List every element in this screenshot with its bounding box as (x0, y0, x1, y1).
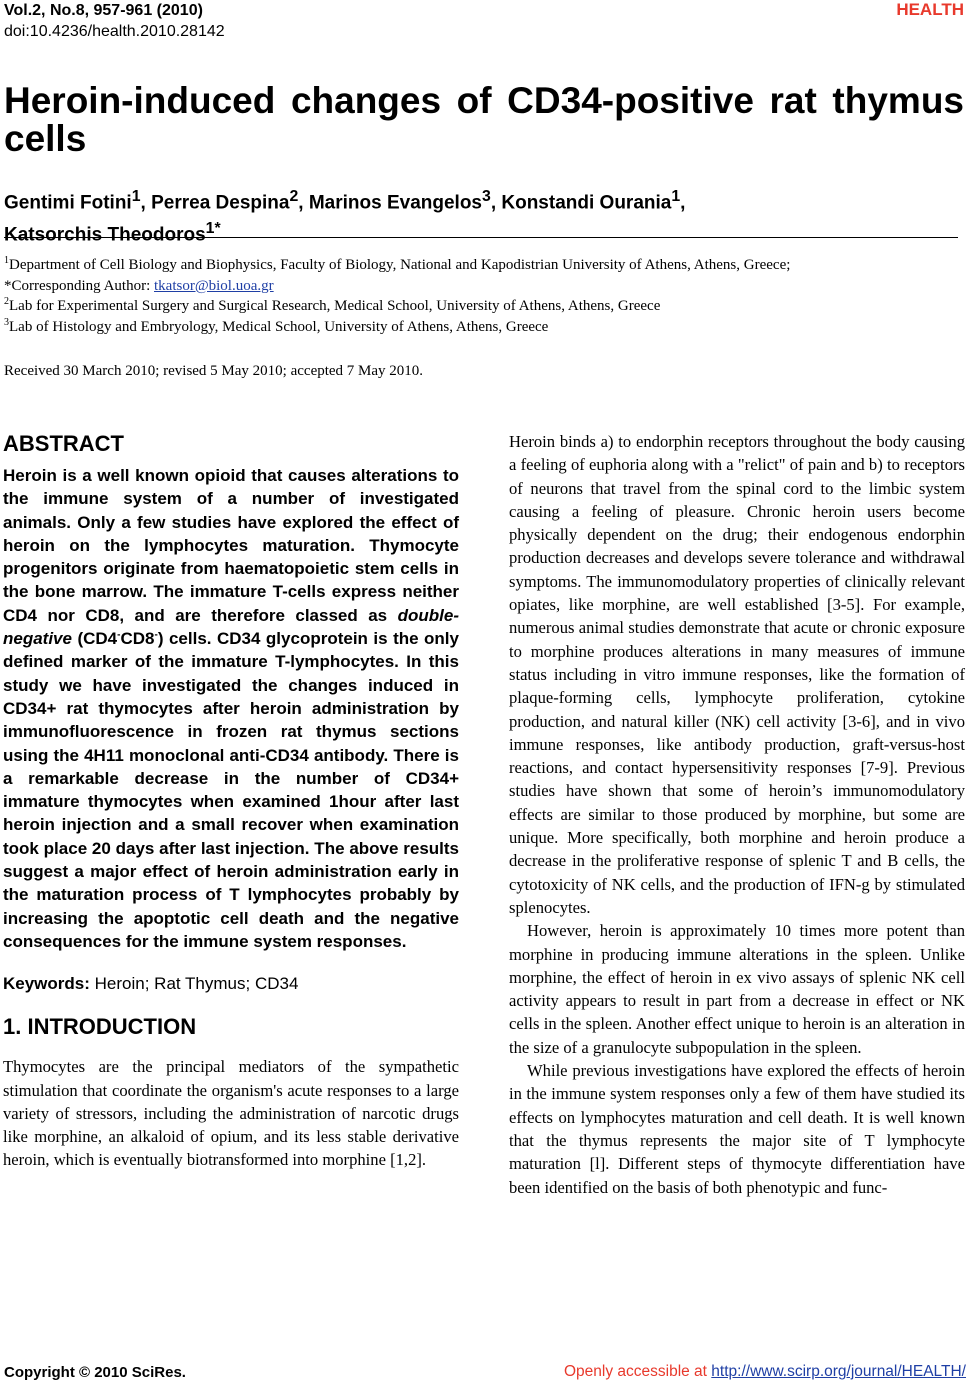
header-divider (4, 237, 958, 238)
journal-url-link[interactable]: http://www.scirp.org/journal/HEALTH/ (711, 1363, 966, 1380)
affiliation-2: $^2$Lab for Experimental Surgery and Surgical Research, Medical School, University of Athens, Athens, Greece (4, 296, 661, 314)
author-name: Konstandi Ourania (501, 192, 672, 214)
author-affil-sup: 2 (289, 188, 299, 205)
open-access-note: Openly accessible at http://www.scirp.org/journal/HEALTH/ (563, 1363, 966, 1380)
author-affil-sup: 1* (205, 220, 221, 238)
corresponding-author: *Corresponding Author: tkatsor@biol.uoa.gr (4, 277, 274, 294)
abstract-text: Heroin is a well known opioid that causes alterations to the immune system of a number of investigated animals. Only a few studies have explored the effect of heroin on the lymphocytes maturation. Thymocyte progenitors originate from haematopoietic stem cells in the bone marrow. The immature T-cells express neither CD4 nor CD8, and are therefore classed as double-negative (CD4-CD8-) cells. CD34 glycoprotein is the only defined marker of the immature T-lymphocytes. In this study we have investigated the changes induced in CD34+ rat thymocytes after heroin administration by immunofluorescence in frozen rat thymus sections using the 4H11 monoclonal anti-CD34 antibody. There is a remarkable decrease in the number of CD34+ immature thymocytes when examined 1hour after last heroin injection and a small recover when examination took place 20 days after last injection. The above results suggest a major effect of heroin administration early in the maturation process of T lymphocytes probably by increasing the apoptotic cell death and the negative consequences for the immune system responses. (3, 466, 459, 951)
affiliation-3: $^3$Lab of Histology and Embryology, Medical School, University of Athens, Athens, Greece (4, 316, 549, 335)
author-name: Gentimi Fotini (4, 192, 132, 214)
doi: doi:10.4236/health.2010.28142 (4, 23, 225, 40)
author-affil-sup: 1 (131, 188, 141, 205)
running-header (4, 0, 225, 42)
body-paragraph: While previous investigations have explored the effects of heroin in the immune system responses only a few of them have studied its effects on lymphocytes maturation and cell death. It is well known that the thymus represents the major site of T lymphocyte maturation [l]. Different steps of thymocyte differentiation have been identified on the basis of both phenotypic and func- (509, 1061, 965, 1197)
author-name: Katsorchis Theodoros (4, 224, 206, 246)
introduction-heading: 1. INTRODUCTION (3, 1014, 197, 1040)
journal-name: HEALTH (896, 0, 964, 19)
body-paragraph: Heroin binds a) to endorphin receptors throughout the body causing a feeling of euphoria along with a "relict" of pain and b) to receptors of neurons that travel from the spinal cord to the limbic system causing a feeling of pleasure. Chronic heroin users become physically dependent on the drug; their endogenous endorphin production decreases and develops severe tolerance and withdrawal symptoms. The immunomodulatory properties of clinically relevant opiates, like morphine, are well established [3-5]. For example, numerous animal studies demonstrate that acute or chronic exposure to morphine produces alterations in many measures of immune status including in vitro immune responses, like the formation of plaque-forming cells, lymphocyte proliferation, cytokine production, and natural killer (NK) cell activity [3-6], and in vivo immune responses, like antibody production, graft-versus-host reactions, and contact hypersensitivity responses [7-9]. Previous studies have shown that some of heroin’s immunomodulatory effects are similar to those produced by morphine, but some are unique. More specifically, both morphine and heroin produce a decrease in the proliferative response of splenic T and B cells, the cytotoxicity of NK cells, and the production of IFN-g by stimulated splenocytes. (509, 432, 965, 917)
abstract-heading: ABSTRACT (3, 431, 124, 456)
keywords-label: Keywords: (3, 974, 90, 994)
right-column (509, 430, 965, 1199)
author-name: Marinos Evangelos (308, 192, 482, 214)
author-name: Perrea Despina (151, 192, 290, 214)
affiliation-1: $^1$Department of Cell Biology and Biophysics, Faculty of Biology, National and Kapodistrian University of Athens, Athens, Greece; (4, 255, 791, 273)
paper-title: Heroin-induced changes of CD34-positive rat thymus cells (4, 80, 964, 159)
author-affil-sup: 1 (671, 188, 681, 205)
affiliations (4, 255, 964, 337)
left-column (3, 430, 459, 1172)
email-link[interactable]: tkatsor@biol.uoa.gr (154, 277, 274, 294)
volume-info: Vol.2, No.8, 957-961 (2010) (4, 2, 203, 19)
author-list: Gentimi Fotini$^1$, Perrea Despina$^2$, Marinos Evangelos$^3$, Konstandi Ourania$^1$, Katsorchis Theodoros$^{1*}$ (4, 188, 686, 246)
copyright: Copyright © 2010 SciRes. (4, 1364, 186, 1381)
introduction-paragraph: Thymocytes are the principal mediators of the sympathetic stimulation that coordinate the organism's acute responses to a large variety of stressors, including the administration of narcotic drugs like morphine, an alkaloid of opium, and its less stable derivative heroin, which is eventually biotransformed into morphine [1,2]. (3, 1057, 459, 1170)
keywords-text: Heroin; Rat Thymus; CD34 (89, 974, 299, 994)
received-dates: Received 30 March 2010; revised 5 May 2010; accepted 7 May 2010. (4, 363, 424, 379)
body-paragraph: However, heroin is approximately 10 times more potent than morphine in producing immune alterations in the spleen. Unlike morphine, the effect of heroin in ex vivo assays of splenic NK cell activity appears to result in part from a decrease in effect or NK cells in the spleen. Another effect unique to heroin is an alteration in the size of a granulocyte subpopulation in the spleen. (509, 921, 965, 1057)
keywords (3, 972, 459, 996)
author-affil-sup: 3 (482, 188, 491, 205)
